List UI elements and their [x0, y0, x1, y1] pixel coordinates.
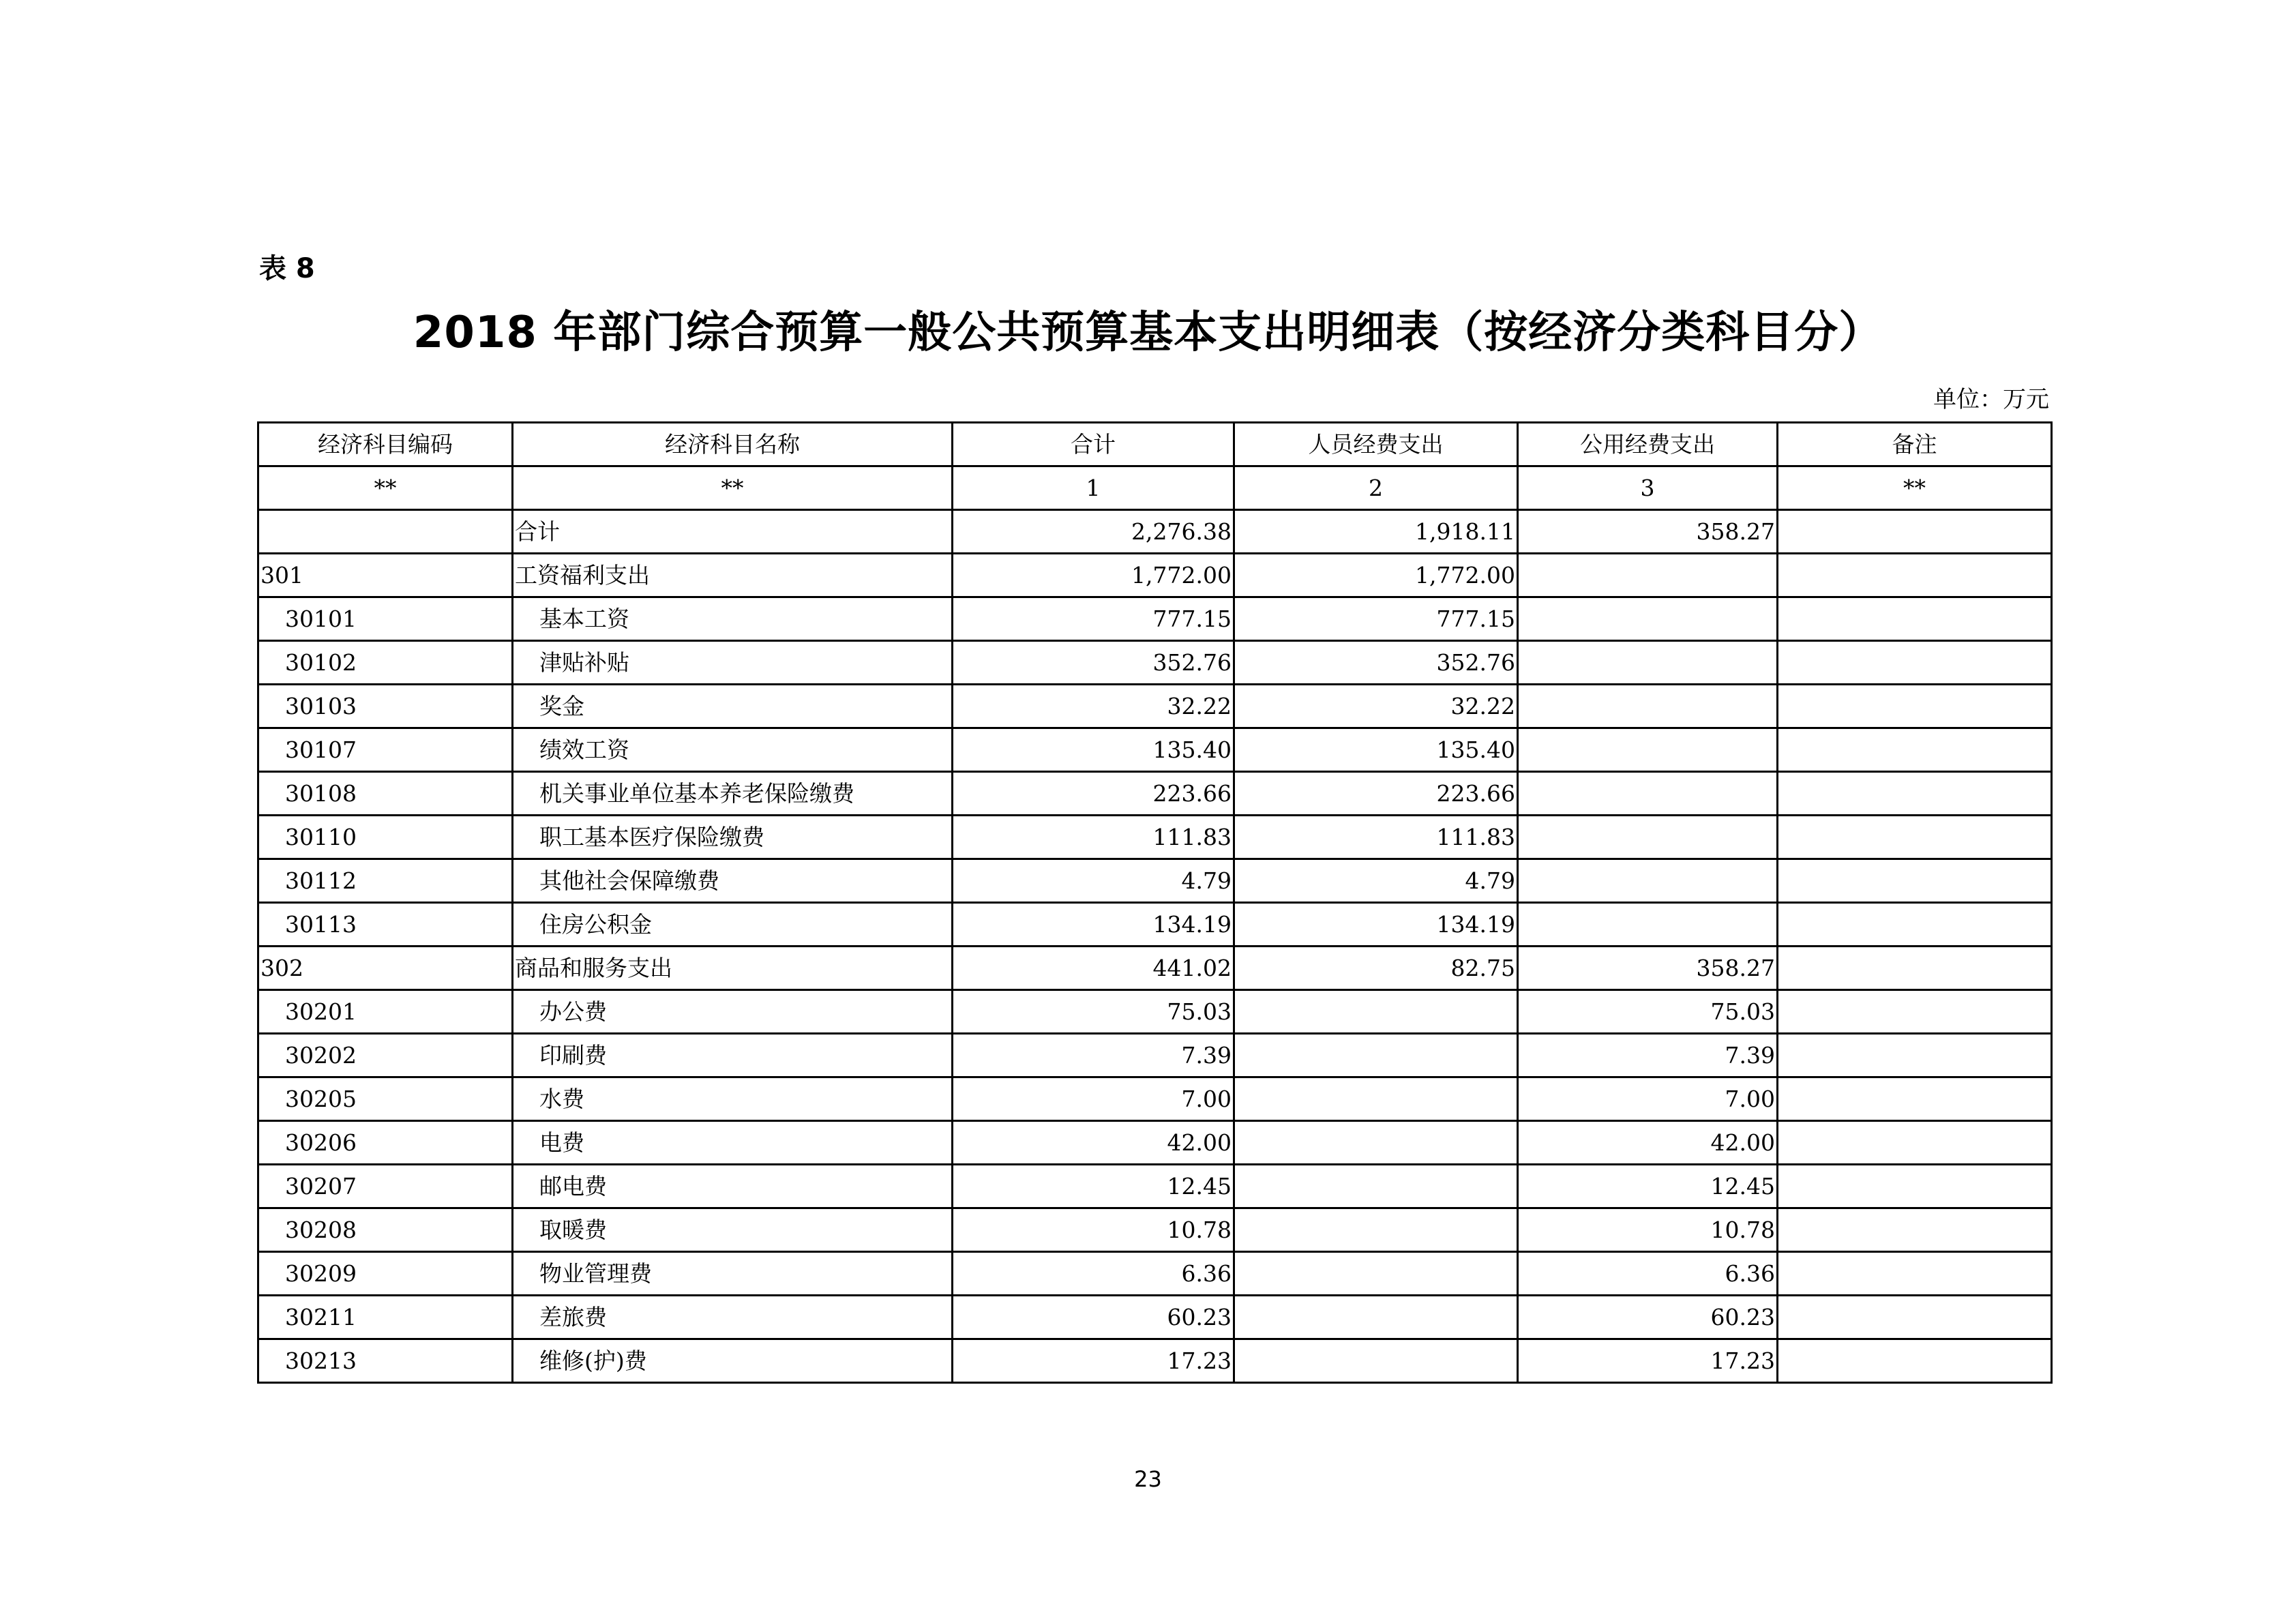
- name-cell: 住房公积金: [513, 903, 953, 947]
- personnel-cell: 1,918.11: [1234, 510, 1518, 554]
- index-cell: **: [513, 466, 953, 510]
- index-cell: **: [258, 466, 513, 510]
- table-row: [258, 641, 2052, 685]
- name-cell: 其他社会保障缴费: [513, 859, 953, 903]
- name-cell: 机关事业单位基本养老保险缴费: [513, 772, 953, 816]
- code-cell: 30207: [258, 1165, 513, 1208]
- total-cell: 777.15: [953, 597, 1234, 641]
- personnel-cell: [1234, 1077, 1518, 1121]
- note-cell: [1778, 1339, 2052, 1383]
- header-cell: 人员经费支出: [1234, 423, 1518, 466]
- public-cell: 7.00: [1518, 1077, 1778, 1121]
- total-cell: 441.02: [953, 947, 1234, 990]
- total-cell: 6.36: [953, 1252, 1234, 1296]
- personnel-cell: [1234, 1208, 1518, 1252]
- public-cell: [1518, 641, 1778, 685]
- name-cell: 职工基本医疗保险缴费: [513, 816, 953, 859]
- index-row: [258, 466, 2052, 510]
- personnel-cell: 352.76: [1234, 641, 1518, 685]
- table-row: [258, 1034, 2052, 1077]
- code-cell: 30213: [258, 1339, 513, 1383]
- personnel-cell: [1234, 1121, 1518, 1165]
- public-cell: [1518, 597, 1778, 641]
- personnel-cell: [1234, 1252, 1518, 1296]
- total-cell: 10.78: [953, 1208, 1234, 1252]
- public-cell: [1518, 903, 1778, 947]
- personnel-cell: 4.79: [1234, 859, 1518, 903]
- code-cell: 30113: [258, 903, 513, 947]
- name-cell: 邮电费: [513, 1165, 953, 1208]
- note-cell: [1778, 1208, 2052, 1252]
- code-cell: 30209: [258, 1252, 513, 1296]
- table-row: [258, 597, 2052, 641]
- name-cell: 商品和服务支出: [513, 947, 953, 990]
- table-row: [258, 1077, 2052, 1121]
- total-cell: 32.22: [953, 685, 1234, 728]
- note-cell: [1778, 597, 2052, 641]
- personnel-cell: [1234, 1165, 1518, 1208]
- note-cell: [1778, 1252, 2052, 1296]
- personnel-cell: 777.15: [1234, 597, 1518, 641]
- name-cell: 办公费: [513, 990, 953, 1034]
- header-cell: 经济科目编码: [258, 423, 513, 466]
- public-cell: 42.00: [1518, 1121, 1778, 1165]
- header-cell: 合计: [953, 423, 1234, 466]
- total-cell: 60.23: [953, 1296, 1234, 1339]
- name-cell: 绩效工资: [513, 728, 953, 772]
- public-cell: 358.27: [1518, 510, 1778, 554]
- public-cell: [1518, 816, 1778, 859]
- code-cell: 30110: [258, 816, 513, 859]
- table-row: [258, 685, 2052, 728]
- public-cell: 7.39: [1518, 1034, 1778, 1077]
- table-row: [258, 990, 2052, 1034]
- name-cell: 取暖费: [513, 1208, 953, 1252]
- name-cell: 电费: [513, 1121, 953, 1165]
- code-cell: 30201: [258, 990, 513, 1034]
- note-cell: [1778, 947, 2052, 990]
- note-cell: [1778, 685, 2052, 728]
- name-cell: 物业管理费: [513, 1252, 953, 1296]
- note-cell: [1778, 903, 2052, 947]
- index-cell: 1: [953, 466, 1234, 510]
- name-cell: 奖金: [513, 685, 953, 728]
- total-cell: 1,772.00: [953, 554, 1234, 597]
- total-cell: 135.40: [953, 728, 1234, 772]
- name-cell: 维修(护)费: [513, 1339, 953, 1383]
- table-row: [258, 947, 2052, 990]
- code-cell: 30101: [258, 597, 513, 641]
- note-cell: [1778, 1034, 2052, 1077]
- table-row: [258, 816, 2052, 859]
- public-cell: 17.23: [1518, 1339, 1778, 1383]
- budget-table: [257, 421, 2053, 1384]
- personnel-cell: 111.83: [1234, 816, 1518, 859]
- total-cell: 111.83: [953, 816, 1234, 859]
- public-cell: 60.23: [1518, 1296, 1778, 1339]
- name-cell: 合计: [513, 510, 953, 554]
- code-cell: 30107: [258, 728, 513, 772]
- note-cell: [1778, 641, 2052, 685]
- personnel-cell: 223.66: [1234, 772, 1518, 816]
- name-cell: 津贴补贴: [513, 641, 953, 685]
- total-cell: 2,276.38: [953, 510, 1234, 554]
- name-cell: 差旅费: [513, 1296, 953, 1339]
- name-cell: 基本工资: [513, 597, 953, 641]
- total-cell: 7.39: [953, 1034, 1234, 1077]
- note-cell: [1778, 728, 2052, 772]
- name-cell: 印刷费: [513, 1034, 953, 1077]
- header-cell: 公用经费支出: [1518, 423, 1778, 466]
- total-cell: 4.79: [953, 859, 1234, 903]
- note-cell: [1778, 1165, 2052, 1208]
- code-cell: [258, 510, 513, 554]
- index-cell: **: [1778, 466, 2052, 510]
- note-cell: [1778, 990, 2052, 1034]
- unit-label: 单位：万元: [1933, 386, 2049, 413]
- public-cell: 6.36: [1518, 1252, 1778, 1296]
- document-title: 2018 年部门综合预算一般公共预算基本支出明细表（按经济分类科目分）: [413, 308, 1883, 358]
- public-cell: [1518, 554, 1778, 597]
- note-cell: [1778, 1077, 2052, 1121]
- table-row: [258, 1296, 2052, 1339]
- code-cell: 30208: [258, 1208, 513, 1252]
- note-cell: [1778, 1296, 2052, 1339]
- table-row: [258, 1208, 2052, 1252]
- public-cell: 358.27: [1518, 947, 1778, 990]
- code-cell: 30211: [258, 1296, 513, 1339]
- code-cell: 30112: [258, 859, 513, 903]
- table-row: [258, 1339, 2052, 1383]
- code-cell: 30103: [258, 685, 513, 728]
- code-cell: 301: [258, 554, 513, 597]
- note-cell: [1778, 510, 2052, 554]
- index-cell: 3: [1518, 466, 1778, 510]
- code-cell: 30206: [258, 1121, 513, 1165]
- public-cell: 10.78: [1518, 1208, 1778, 1252]
- personnel-cell: 1,772.00: [1234, 554, 1518, 597]
- code-cell: 302: [258, 947, 513, 990]
- table-row: [258, 510, 2052, 554]
- total-cell: 75.03: [953, 990, 1234, 1034]
- note-cell: [1778, 859, 2052, 903]
- total-cell: 352.76: [953, 641, 1234, 685]
- public-cell: [1518, 728, 1778, 772]
- public-cell: [1518, 859, 1778, 903]
- table-row: [258, 728, 2052, 772]
- personnel-cell: 82.75: [1234, 947, 1518, 990]
- table-row: [258, 859, 2052, 903]
- total-cell: 12.45: [953, 1165, 1234, 1208]
- header-cell: 经济科目名称: [513, 423, 953, 466]
- table-row: [258, 1121, 2052, 1165]
- personnel-cell: [1234, 1296, 1518, 1339]
- total-cell: 42.00: [953, 1121, 1234, 1165]
- total-cell: 7.00: [953, 1077, 1234, 1121]
- code-cell: 30102: [258, 641, 513, 685]
- name-cell: 工资福利支出: [513, 554, 953, 597]
- personnel-cell: 134.19: [1234, 903, 1518, 947]
- personnel-cell: 135.40: [1234, 728, 1518, 772]
- public-cell: 75.03: [1518, 990, 1778, 1034]
- note-cell: [1778, 772, 2052, 816]
- code-cell: 30205: [258, 1077, 513, 1121]
- public-cell: [1518, 772, 1778, 816]
- personnel-cell: 32.22: [1234, 685, 1518, 728]
- public-cell: [1518, 685, 1778, 728]
- table-label: 表 8: [259, 253, 315, 284]
- personnel-cell: [1234, 1339, 1518, 1383]
- table-row: [258, 1165, 2052, 1208]
- total-cell: 223.66: [953, 772, 1234, 816]
- table-row: [258, 554, 2052, 597]
- header-cell: 备注: [1778, 423, 2052, 466]
- note-cell: [1778, 554, 2052, 597]
- note-cell: [1778, 1121, 2052, 1165]
- header-row: [258, 423, 2052, 466]
- note-cell: [1778, 816, 2052, 859]
- index-cell: 2: [1234, 466, 1518, 510]
- public-cell: 12.45: [1518, 1165, 1778, 1208]
- code-cell: 30202: [258, 1034, 513, 1077]
- total-cell: 17.23: [953, 1339, 1234, 1383]
- code-cell: 30108: [258, 772, 513, 816]
- name-cell: 水费: [513, 1077, 953, 1121]
- table-row: [258, 903, 2052, 947]
- table-row: [258, 772, 2052, 816]
- table-row: [258, 1252, 2052, 1296]
- personnel-cell: [1234, 1034, 1518, 1077]
- personnel-cell: [1234, 990, 1518, 1034]
- page-number: 23: [1134, 1466, 1162, 1492]
- total-cell: 134.19: [953, 903, 1234, 947]
